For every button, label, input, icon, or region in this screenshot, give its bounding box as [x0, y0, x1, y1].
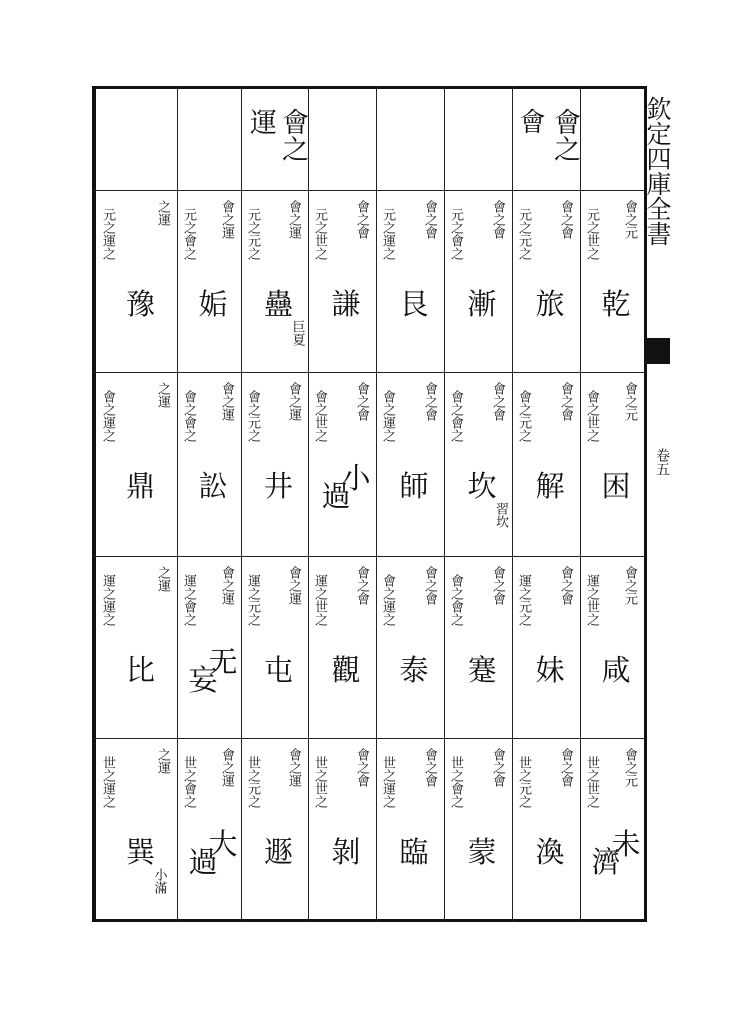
cell-sub-left: 元之世之: [584, 208, 599, 260]
cell-sub-left: 世之運之: [380, 756, 395, 808]
cell-sub-left: 運之世之: [312, 574, 327, 626]
cell-sub-left: 世之世之: [312, 756, 327, 808]
cell-sub-right: 會之運: [286, 200, 301, 239]
hexagram-name: 解: [535, 469, 565, 503]
hexagram-name: 巽: [125, 835, 155, 869]
cell-sub-right: 會之運: [286, 382, 301, 421]
col-divider-2: [241, 86, 242, 922]
cell-sub-right: 會之會: [354, 200, 369, 239]
hexagram-name-part2: 濟: [591, 845, 621, 879]
cell-sub-left: 世之會之: [448, 756, 463, 808]
cell-sub-left: 會之元之: [516, 390, 531, 442]
cell-sub-right: 會之運: [219, 382, 234, 421]
cell-sub-right: 會之會: [422, 566, 437, 605]
col-divider-7: [580, 86, 581, 922]
cell-sub-left: 會之運之: [380, 574, 395, 626]
cell-sub-right: 會之元: [622, 748, 637, 787]
cell-note: 巨夏: [289, 320, 305, 346]
cell-sub-right: 會之會: [490, 566, 505, 605]
cell-sub-right: 會之會: [354, 382, 369, 421]
col-divider-6: [512, 86, 513, 922]
hexagram-name: 屯: [263, 653, 293, 687]
cell-sub-right: 會之元: [622, 200, 637, 239]
hexagram-name: 剝: [331, 835, 361, 869]
cell-sub-right: 會之會: [558, 566, 573, 605]
hexagram-name: 師: [399, 469, 429, 503]
cell-sub-left: 運之運之: [100, 574, 115, 626]
cell-sub-left: 會之元之: [245, 390, 260, 442]
cell-sub-right: 之運: [155, 200, 170, 226]
cell-sub-right: 會之會: [558, 200, 573, 239]
cell-note: 小滿: [151, 868, 167, 894]
cell-sub-right: 會之會: [354, 566, 369, 605]
cell-sub-right: 會之運: [286, 566, 301, 605]
hexagram-name: 觀: [331, 653, 361, 687]
hexagram-name: 无: [208, 645, 238, 679]
cell-sub-right: 會之運: [219, 566, 234, 605]
hexagram-name: 蒙: [467, 835, 497, 869]
cell-sub-left: 會之會之: [448, 574, 463, 626]
hexagram-name: 比: [125, 653, 155, 687]
cell-sub-left: 會之世之: [584, 390, 599, 442]
hexagram-name: 泰: [399, 653, 429, 687]
hexagram-name: 乾: [601, 287, 631, 321]
col-divider-5: [444, 86, 445, 922]
cell-sub-left: 世之運之: [100, 756, 115, 808]
fish-tail-mark: [646, 338, 670, 364]
cell-sub-left: 元之會之: [181, 208, 196, 260]
cell-sub-right: 會之會: [422, 748, 437, 787]
hexagram-name: 渙: [535, 835, 565, 869]
hexagram-name: 小: [341, 461, 371, 495]
header-col-6-left: 運: [245, 108, 276, 135]
cell-sub-left: 會之運之: [380, 390, 395, 442]
cell-sub-right: 會之會: [422, 382, 437, 421]
row-divider-3: [92, 556, 644, 557]
cell-sub-left: 世之會之: [181, 756, 196, 808]
col-divider-1: [177, 86, 178, 922]
hexagram-name: 井: [263, 469, 293, 503]
header-col-2b: 會: [515, 108, 545, 134]
cell-sub-left: 元之元之: [516, 208, 531, 260]
header-col-6-right: 會之: [277, 108, 308, 162]
cell-sub-left: 元之運之: [380, 208, 395, 260]
hexagram-name: 謙: [331, 287, 361, 321]
cell-sub-right: 會之會: [422, 200, 437, 239]
cell-sub-right: 之運: [155, 566, 170, 592]
cell-sub-right: 會之會: [354, 748, 369, 787]
hexagram-name-part2: 妄: [188, 663, 218, 697]
hexagram-name: 訟: [198, 469, 228, 503]
cell-sub-left: 會之運之: [100, 390, 115, 442]
cell-sub-right: 會之會: [558, 382, 573, 421]
header-col-2: 會之: [549, 108, 580, 162]
cell-sub-left: 元之元之: [245, 208, 260, 260]
hexagram-name: 豫: [125, 287, 155, 321]
cell-sub-right: 會之運: [219, 748, 234, 787]
col-divider-4: [376, 86, 377, 922]
cell-sub-right: 會之運: [219, 200, 234, 239]
hexagram-name: 蠱: [263, 287, 293, 321]
row-divider-4: [92, 738, 644, 739]
hexagram-name-part2: 過: [321, 479, 351, 513]
cell-sub-left: 會之會之: [448, 390, 463, 442]
cell-sub-left: 世之元之: [516, 756, 531, 808]
cell-sub-right: 會之會: [490, 748, 505, 787]
hexagram-name: 咸: [601, 653, 631, 687]
cell-sub-left: 會之會之: [181, 390, 196, 442]
cell-sub-right: 會之元: [622, 566, 637, 605]
cell-sub-right: 會之會: [558, 748, 573, 787]
cell-sub-right: 會之運: [286, 748, 301, 787]
hexagram-name: 大: [208, 827, 238, 861]
hexagram-name: 漸: [467, 287, 497, 321]
hexagram-name: 妹: [535, 653, 565, 687]
cell-sub-left: 元之世之: [312, 208, 327, 260]
juan-label: 卷五: [654, 448, 670, 476]
hexagram-name: 姤: [198, 287, 228, 321]
cell-sub-right: 會之會: [490, 382, 505, 421]
cell-sub-left: 運之世之: [584, 574, 599, 626]
row-divider-1: [92, 190, 644, 191]
hexagram-name: 鼎: [125, 469, 155, 503]
hexagram-name: 臨: [399, 835, 429, 869]
cell-note: 習坎: [493, 502, 508, 528]
cell-sub-left: 世之世之: [584, 756, 599, 808]
cell-sub-left: 運之會之: [181, 574, 196, 626]
hexagram-name: 未: [611, 827, 641, 861]
col-divider-3: [308, 86, 309, 922]
hexagram-name: 艮: [399, 287, 429, 321]
hexagram-name: 旅: [535, 287, 565, 321]
cell-sub-left: 元之會之: [448, 208, 463, 260]
hexagram-name-part2: 過: [188, 845, 218, 879]
cell-sub-left: 元之運之: [100, 208, 115, 260]
cell-sub-right: 會之元: [622, 382, 637, 421]
cell-sub-left: 運之元之: [245, 574, 260, 626]
cell-sub-right: 之運: [155, 382, 170, 408]
cell-sub-right: 之運: [155, 748, 170, 774]
hexagram-name: 蹇: [467, 653, 497, 687]
hexagram-name: 遯: [263, 835, 293, 869]
cell-sub-right: 會之會: [490, 200, 505, 239]
cell-sub-left: 世之元之: [245, 756, 260, 808]
row-divider-2: [92, 372, 644, 373]
cell-sub-left: 會之世之: [312, 390, 327, 442]
book-title: 欽定四庫全書: [643, 96, 672, 246]
cell-sub-left: 運之元之: [516, 574, 531, 626]
hexagram-name: 困: [601, 469, 631, 503]
hexagram-name: 坎: [467, 469, 497, 503]
